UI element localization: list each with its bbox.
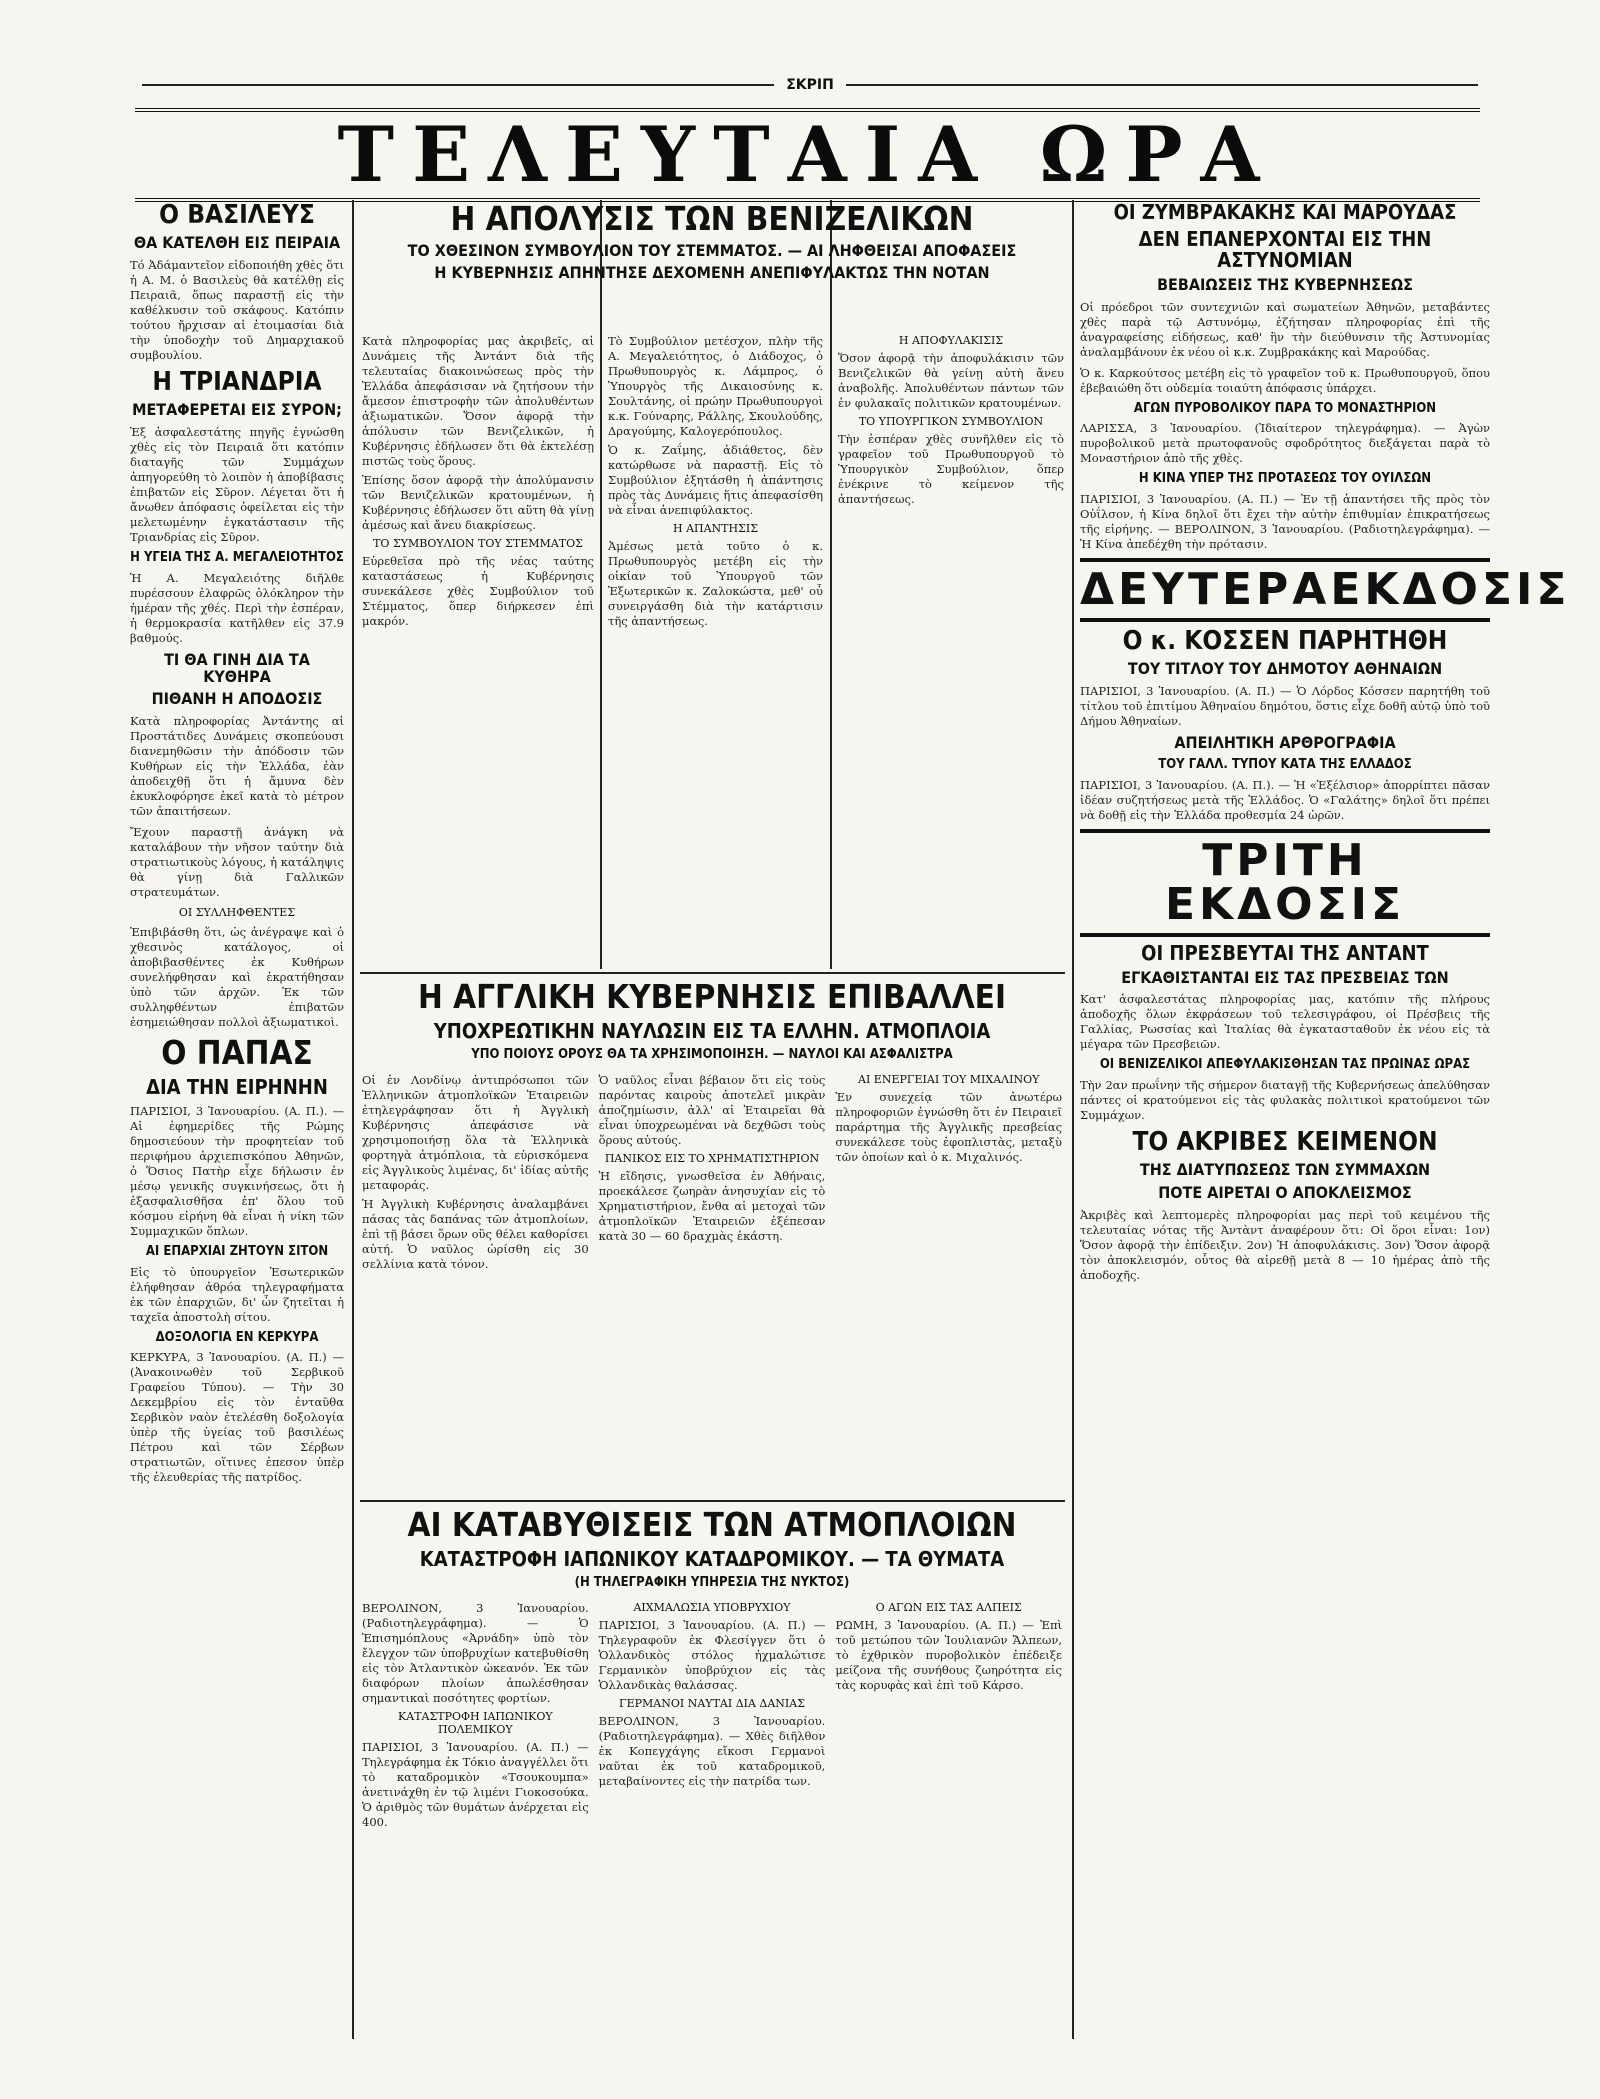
subheadline: ΤΟΥ ΤΙΤΛΟΥ ΤΟΥ ΔΗΜΟΤΟΥ ΑΘΗΝΑΙΩΝ: [1127, 659, 1443, 679]
subheadline: ΒΕΒΑΙΩΣΕΙΣ ΤΗΣ ΚΥΒΕΡΝΗΣΕΩΣ: [1157, 275, 1413, 294]
subsection-title: ΤΟ ΥΠΟΥΡΓΙΚΟΝ ΣΥΜΒΟΥΛΙΟΝ: [858, 415, 1044, 428]
headline: Η ΤΡΙΑΝΔΡΙΑ: [152, 367, 322, 398]
article-text: ΛΑΡΙΣΣΑ, 3 Ἰανουαρίου. (Ἰδιαίτερον τηλεγράφημα). — Ἀγὼν πυροβολικοῦ μετὰ πρωτοφανοῦς σφοδρότητος διεξάγεται παρὰ τὸ Μοναστήριον ἀπὸ τῆς χθὲς.: [1080, 421, 1490, 466]
subsection-title: ΚΑΤΑΣΤΡΟΦΗ ΙΑΠΩΝΙΚΟΥ ΠΟΛΕΜΙΚΟΥ: [398, 1710, 553, 1737]
sinkings-article: [362, 1505, 1063, 2043]
headline: ΑΓΩΝ ΠΥΡΟΒΟΛΙΚΟΥ ΠΑΡΑ ΤΟ ΜΟΝΑΣΤΗΡΙΟΝ: [1133, 400, 1437, 416]
subheadline: ΠΙΘΑΝΗ Η ΑΠΟΔΟΣΙΣ: [151, 689, 323, 709]
article-text: Κατ' ἀσφαλεστάτας πληροφορίας μας, κατόπιν τῆς πλήρους ἀποδοχῆς ὅλων ἐκφράσεων τοῦ τελεσιγράφου, οἱ Πρέσβεις τῆς Γαλλίας, Ρωσσίας καὶ Ἰταλίας θὰ ἐγκατασταθοῦν ἐκ νέου εἰς τὰ μέγαρα τῶν Πρεσβειῶν.: [1080, 992, 1490, 1052]
article-text: Τὴν 2αν πρωΐνην τῆς σήμερον διαταγῇ τῆς Κυβερνήσεως ἀπελύθησαν πάντες οἱ κρατούμενοι εἰς τὰς φυλακὰς πολιτικοὶ κρατούμενοι τῶν Συμμάχων.: [1080, 1078, 1490, 1123]
edition-banner: ΔΕΥΤΕΡΑΕΚΔΟΣΙΣ: [1080, 558, 1490, 622]
subheadline: ΥΠΟ ΠΟΙΟΥΣ ΟΡΟΥΣ ΘΑ ΤΑ ΧΡΗΣΙΜΟΠΟΙΗΣΗ. — ΝΑΥΛΟΙ ΚΑΙ ΑΣΦΑΛΙΣΤΡΑ: [471, 1046, 953, 1062]
headline: ΟΙ ΖΥΜΒΡΑΚΑΚΗΣ ΚΑΙ ΜΑΡΟΥΔΑΣ: [1113, 200, 1457, 224]
article-column: [362, 1069, 589, 1276]
subsection-title: Η ΑΠΑΝΤΗΣΙΣ: [672, 522, 759, 535]
headline: ΟΙ ΒΕΝΙΖΕΛΙΚΟΙ ΑΠΕΦΥΛΑΚΙΣΘΗΣΑΝ ΤΑΣ ΠΡΩΙΝΑΣ ΩΡΑΣ: [1099, 1057, 1471, 1073]
subheadline: ΕΓΚΑΘΙΣΤΑΝΤΑΙ ΕΙΣ ΤΑΣ ΠΡΕΣΒΕΙΑΣ ΤΩΝ: [1121, 967, 1449, 987]
section-rule: [360, 1500, 1065, 1502]
article-text: Ἀκριβὲς καὶ λεπτομερὲς πληροφορίαι μας περὶ τοῦ κειμένου τῆς τελευταίας νότας τῆς Ἀντὰντ ἀναφέρουν ὅτι: Οἱ ὅροι εἶναι: 1ον) Ὅσον ἀφορᾷ τὴν ἐπίδειξιν. 2ον) Ἡ ἀποφυλάκισις. 3ον) Ὅσον ἀφορᾷ τὸν ἀποκλεισμόν, οὗτος θὰ αἰρεθῇ μετὰ 8 — 10 ἡμέρας ἀπὸ τῆς ἀποδοχῆς.: [1080, 1207, 1490, 1282]
article-text: Κατὰ πληροφορίας μας ἀκριβεῖς, αἱ Δυνάμεις τῆς Ἀντάντ διὰ τῆς τελευταίας διακοινώσεως πρὸς τὴν Ἑλλάδα ἀπεφάσισαν νὰ ζητήσουν τὴν ἄμεσον ἐπιστροφὴν τῶν ἀπολυθέντων ἀξιωματικῶν. Ὅσον ἀφορᾷ τὴν ἀπόλυσιν τῶν Βενιζελικῶν, ἡ Κυβέρνησις ἐδήλωσεν ὅτι θὰ ἐκτελέσῃ πιστῶς τοὺς ὅρους.: [362, 334, 594, 468]
center-column-c: [838, 330, 1064, 965]
article-text: ΡΩΜΗ, 3 Ἰανουαρίου. (Α. Π.) — Ἐπὶ τοῦ μετώπου τῶν Ἰουλιανῶν Ἄλπεων, τὸ ἐχθρικὸν πυροβολικὸν ἐπέδειξε μείζονα τῆς συνήθους ζωηρότητα εἰς τὰς κορυφὰς καὶ ἐπὶ τοῦ Κάρσο.: [835, 1618, 1063, 1693]
center-column-a: [362, 330, 594, 965]
article-text: Κατὰ πληροφορίας Ἀντάντης αἱ Προστάτιδες Δυνάμεις σκοπεύουσι διανεμηθῶσιν τὴν ἀπόδοσιν τῶν Κυθήρων εἰς τὴν Ἑλλάδα, ἐὰν ἀποδειχθῇ ὅτι ἡ ἄμυνα δὲν ἐκυκλοφόρησε ἐκεῖ κατὰ τὸ μέτρον τῶν ἀπαιτήσεων.: [130, 714, 344, 819]
subsection-title: Ο ΑΓΩΝ ΕΙΣ ΤΑΣ ΑΛΠΕΙΣ: [875, 1601, 1022, 1615]
article-text: Ὁ κ. Καρκούτσος μετέβη εἰς τὸ γραφεῖον τοῦ κ. Πρωθυπουργοῦ, ὅπου ἐβεβαιώθη ὅτι οὐδεμία τοιαύτη ἀπόφασις ὑπάρχει.: [1080, 365, 1490, 395]
headline: ΑΠΕΙΛΗΤΙΚΗ ΑΡΘΡΟΓΡΑΦΙΑ: [1174, 733, 1396, 753]
left-column: [130, 202, 344, 2042]
article-text: Ἐπιβιβάσθη ὅτι, ὡς ἀνέγραψε καὶ ὁ χθεσινὸς κατάλογος, οἱ ἀποβιβασθέντες ἐκ Κυθήρων συνελήφθησαν καὶ ἐκρατήθησαν ὑπὸ τῶν ἀρχῶν. Ἐκ τῶν συλληφθέντων ἐπιβατῶν ἐσημειώθησαν πολλοὶ ἀξιωματικοὶ.: [130, 925, 344, 1030]
headline: Ο ΒΑΣΙΛΕΥΣ: [159, 200, 315, 230]
subheadline: ΤΟΥ ΓΑΛΛ. ΤΥΠΟΥ ΚΑΤΑ ΤΗΣ ΕΛΛΑΔΟΣ: [1158, 756, 1412, 772]
banner: [135, 108, 1480, 202]
article-text: Εἰς τὸ ὑπουργεῖον Ἐσωτερικῶν ἐλήφθησαν ἀθρόα τηλεγραφήματα ἐκ τῶν ἐπαρχιῶν, δι' ὧν ζητεῖται ἡ ταχεῖα ἀποστολὴ σίτου.: [130, 1264, 344, 1324]
article-text: Ἔχουν παραστῇ ἀνάγκη νὰ καταλάβουν τὴν νῆσον ταύτην διὰ στρατιωτικοὺς λόγους, ἡ κατάληψις θὰ γίνῃ διὰ Γαλλικῶν στρατευμάτων.: [130, 825, 344, 900]
edition-banner: ΤΡΙΤΗ ΕΚΔΟΣΙΣ: [1080, 829, 1490, 937]
headline: Η ΑΠΟΛΥΣΙΣ ΤΩΝ ΒΕΝΙΖΕΛΙΚΩΝ: [450, 199, 974, 238]
article-column: [362, 1597, 589, 1834]
headline: ΑΙ ΚΑΤΑΒΥΘΙΣΕΙΣ ΤΩΝ ΑΤΜΟΠΛΟΙΩΝ: [407, 1505, 1017, 1544]
headline: Η ΚΙΝΑ ΥΠΕΡ ΤΗΣ ΠΡΟΤΑΣΕΩΣ ΤΟΥ ΟΥΙΛΣΩΝ: [1138, 471, 1432, 487]
right-column: [1080, 200, 1571, 2042]
article-text: ΠΑΡΙΣΙΟΙ, 3 Ἰανουαρίου. (Α. Π.) — Τηλεγράφημα ἐκ Τόκιο ἀναγγέλλει ὅτι τὸ καταδρομικὸν «Τσουκουμπα» ἀνετινάχθη ἐν τῷ λιμένι Γιοκοσούκα. Ὁ ἀριθμὸς τῶν θυμάτων ἀνέρχεται εἰς 400.: [362, 1740, 589, 1830]
article-text: ΠΑΡΙΣΙΟΙ, 3 Ἰανουαρίου. (Α. Π.) — Τηλεγραφοῦν ἐκ Φλεσίγγεν ὅτι ὁ Ὁλλανδικὸς στόλος ἠχμαλώτισε Γερμανικὸν ὑποβρύχιον εἰς τὰς Ὁλλανδικὰς θαλάσσας.: [598, 1618, 826, 1693]
article-text: Εὑρεθεῖσα πρὸ τῆς νέας ταύτης καταστάσεως ἡ Κυβέρνησις συνεκάλεσε χθὲς Συμβούλιον τοῦ Στέμματος, ὅπερ διήρκεσεν ἐπὶ μακρόν.: [362, 554, 594, 628]
article-text: ΠΑΡΙΣΙΟΙ, 3 Ἰανουαρίου. (Α. Π.). — Ἡ «Ἐξέλσιορ» ἀπορρίπτει πᾶσαν ἰδέαν συζητήσεως μετὰ τῆς Ἑλλάδος. Ὁ «Γαλάτης» δηλοῖ ὅτι πρέπει νὰ δοθῇ εἰς τὴν Ἑλλάδα προθεσμία 24 ὡρῶν.: [1080, 777, 1490, 822]
column-divider: [1072, 200, 1074, 2039]
article-text: ΚΕΡΚΥΡΑ, 3 Ἰανουαρίου. (Α. Π.) — (Ἀνακοινωθὲν τοῦ Σερβικοῦ Γραφείου Τύπου). — Τὴν 30 Δεκεμβρίου εἰς τὸν ἐνταῦθα Σερβικὸν ναὸν ἐτελέσθη δοξολογία ὑπὲρ τῆς ὑγείας τοῦ βασιλέως Πέτρου καὶ τῶν Σέρβων στρατιωτῶν, οἵτινες ἐπεσον ὑπὲρ τῆς ἐλευθερίας τῆς πατρίδος.: [130, 1350, 344, 1485]
masthead: ΣΚΡΙΠ: [130, 78, 1490, 92]
headline: ΤΙ ΘΑ ΓΙΝΗ ΔΙΑ ΤΑ ΚΥΘΗΡΑ: [164, 649, 310, 686]
headline: ΔΟΞΟΛΟΓΙΑ ΕΝ ΚΕΡΚΥΡΑ: [155, 1329, 319, 1345]
article-text: Ἀμέσως μετὰ τοῦτο ὁ κ. Πρωθυπουργὸς μετέβη εἰς τὴν οἰκίαν τοῦ Ὑπουργοῦ τῶν Ἐξωτερικῶν κ. Ζαλοκώστα, μεθ' οὗ συνειργάσθη διὰ τὴν κατάρτισιν τῆς ἀπαντήσεως.: [608, 539, 823, 628]
subsection-title: Η ΑΠΟΦΥΛΑΚΙΣΙΣ: [898, 334, 1004, 347]
subheadline: ΔΕΝ ΕΠΑΝΕΡΧΟΝΤΑΙ ΕΙΣ ΤΗΝ ΑΣΤΥΝΟΜΙΑΝ: [1138, 227, 1432, 272]
section-rule: [360, 972, 1065, 974]
subsection-title: ΠΑΝΙΚΟΣ ΕΙΣ ΤΟ ΧΡΗΜΑΤΙΣΤΗΡΙΟΝ: [604, 1152, 820, 1166]
article-text: Ὁ ναῦλος εἶναι βέβαιον ὅτι εἰς τοὺς παρόντας καιροὺς ἀποτελεῖ μικρὰν ἀποζημίωσιν, ἀλλ' αἱ Ἑταιρεῖαι θὰ εἶναι ὑποχρεωμέναι νὰ δεχθῶσι τοὺς ὅρους αὐτούς.: [598, 1073, 826, 1148]
article-text: ΠΑΡΙΣΙΟΙ, 3 Ἰανουαρίου. (Α. Π.) — Ὁ Λόρδος Κόσσεν παρητήθη τοῦ τίτλου τοῦ ἐπιτίμου Ἀθηναίου δημότου, ὅστις εἶχε δοθῆ αὐτῷ ὑπὸ τοῦ Δήμου Ἀθηναίων.: [1080, 684, 1490, 729]
article-text: Ἐν συνεχείᾳ τῶν ἀνωτέρω πληροφοριῶν ἐγνώσθη ὅτι ἐν Πειραιεῖ παράρτημα τῆς Ἀγγλικῆς πρεσβείας συνεκάλεσε τοὺς ἐφοπλιστὰς, μεταξὺ τῶν ὁποίων καὶ ὁ κ. Μιχαλινός.: [835, 1090, 1063, 1165]
article-text: Ἡ Α. Μεγαλειότης διῆλθε πυρέσσουν ἐλαφρῶς ὁλόκληρον τὴν ἡμέραν τῆς χθές. Περὶ τὴν ἑσπέραν, ἡ θερμοκρασία κατῆλθεν εἰς 37.9 βαθμούς.: [130, 570, 344, 645]
article-text: Ὁ κ. Ζαΐμης, ἀδιάθετος, δὲν κατώρθωσε νὰ παραστῇ. Εἰς τὸ Συμβούλιον ἐξητάσθη ἡ ἀπάντησις πρὸς τὰς Δυνάμεις ἥτις ἀπεφασίσθη νὰ εἶναι ἀνεπιφύλακτος.: [608, 443, 823, 517]
subheadline: ΤΗΣ ΔΙΑΤΥΠΩΣΕΩΣ ΤΩΝ ΣΥΜΜΑΧΩΝ: [1139, 1160, 1431, 1180]
headline: Η ΥΓΕΙΑ ΤΗΣ Α. ΜΕΓΑΛΕΙΟΤΗΤΟΣ: [130, 550, 344, 566]
article-text: Τό Ἀδάμαντεῖον εἰδοποιήθη χθὲς ὅτι ἡ Α. Μ. ὁ Βασιλεὺς θὰ κατέλθῃ εἰς Πειραιᾶ, ὅπως παραστῇ εἰς τὴν καθέλκυσιν τοῦ σκάφους. Κατόπιν τούτου ἤρχισαν αἱ ἑτοιμασίαι διὰ τὴν ὑποδοχὴν τοῦ Δημαρχιακοῦ συμβουλίου.: [130, 258, 344, 363]
article-text: Ἡ εἴδησις, γνωσθεῖσα ἐν Ἀθήναις, προεκάλεσε ζωηρὰν ἀνησυχίαν εἰς τὸ Χρηματιστήριον, ἔνθα αἱ μετοχαὶ τῶν ἀτμοπλοϊκῶν Ἑταιρειῶν ἐξέπεσαν κατὰ 30 — 60 δραχμὰς ἑκάστη.: [598, 1169, 826, 1244]
subheadline: ΥΠΟΧΡΕΩΤΙΚΗΝ ΝΑΥΛΩΣΙΝ ΕΙΣ ΤΑ ΕΛΛΗΝ. ΑΤΜΟΠΛΟΙΑ: [433, 1018, 991, 1043]
article-text: Τὴν ἑσπέραν χθὲς συνῆλθεν εἰς τὸ γραφεῖον τοῦ Πρωθυπουργοῦ τὸ Ὑπουργικὸν Συμβούλιον, ὅπερ ἐνέκρινε τὸ κείμενον τῆς ἀπαντήσεως.: [838, 432, 1064, 506]
article-text: Ἐπίσης ὅσον ἀφορᾷ τὴν ἀπολύμανσιν τῶν Βενιζελικῶν κρατουμένων, ἡ Κυβέρνησις ἐδήλωσεν ὅτι αὕτη θὰ γίνῃ ἀμέσως καὶ ἄνευ διακρίσεως.: [362, 473, 594, 532]
subheadline: ΤΟ ΧΘΕΣΙΝΟΝ ΣΥΜΒΟΥΛΙΟΝ ΤΟΥ ΣΤΕΜΜΑΤΟΣ. — ΑΙ ΛΗΦΘΕΙΣΑΙ ΑΠΟΦΑΣΕΙΣ: [407, 240, 1017, 260]
subsection-title: ΑΙ ΕΝΕΡΓΕΙΑΙ ΤΟΥ ΜΙΧΑΛΙΝΟΥ: [858, 1073, 1040, 1087]
headline: ΟΙ ΠΡΕΣΒΕΥΤΑΙ ΤΗΣ ΑΝΤΑΝΤ: [1141, 940, 1429, 965]
headline: Ο κ. ΚΟΣΣΕΝ ΠΑΡΗΤΗΘΗ: [1122, 626, 1448, 657]
subheadline: ΜΕΤΑΦΕΡΕΤΑΙ ΕΙΣ ΣΥΡΟΝ;: [132, 400, 342, 420]
article-columns: [362, 1069, 1062, 1276]
article-text: Ἐξ ἀσφαλεστάτης πηγῆς ἐγνώσθη χθὲς εἰς τὸν Πειραιᾶ ὅτι κατόπιν διαταγῆς τῶν Συμμάχων ἀπηγορεύθη τὸ λοιπὸν ἡ ἀποβίβασις ἐπιβατῶν εἰς Σῦρον. Λέγεται ὅτι ἡ ἄνωθεν ἀπόφασις ὀφείλεται εἰς τὴν μελετωμένην ἐγκατάστασιν τῆς Τριανδρίας εἰς Σῦρον.: [130, 425, 344, 545]
article-column: [599, 1069, 826, 1276]
shipping-article: [362, 977, 1063, 1493]
subheadline: Η ΚΥΒΕΡΝΗΣΙΣ ΑΠΗΝΤΗΣΕ ΔΕΧΟΜΕΝΗ ΑΝΕΠΙΦΥΛΑΚΤΩΣ ΤΗΝ ΝΟΤΑΝ: [434, 263, 990, 283]
subsection-title: ΤΟ ΣΥΜΒΟΥΛΙΟΝ ΤΟΥ ΣΤΕΜΜΑΤΟΣ: [373, 537, 583, 550]
subheadline: ΚΑΤΑΣΤΡΟΦΗ ΙΑΠΩΝΙΚΟΥ ΚΑΤΑΔΡΟΜΙΚΟΥ. — ΤΑ ΘΥΜΑΤΑ: [419, 1546, 1005, 1571]
banner-title: ΤΕΛΕΥΤΑΙΑ ΩΡΑ: [337, 110, 1278, 199]
article-text: ΠΑΡΙΣΙΟΙ, 3 Ἰανουαρίου. (Α. Π.) — Ἐν τῇ ἀπαντήσει τῆς πρὸς τὸν Οὐΐλσον, ἡ Κίνα δηλοῖ ὅτι ἔχει τὴν αὐτὴν ἐπιθυμίαν ἐπικρατήσεως τῆς εἰρήνης. — ΒΕΡΟΛΙΝΟΝ, 3 Ἰανουαρίου. (Ραδιοτηλεγράφημα). — Ἡ Κίνα ἀπεδέχθη τὴν πρότασιν.: [1080, 492, 1490, 552]
subheadline: (Η ΤΗΛΕΓΡΑΦΙΚΗ ΥΠΗΡΕΣΙΑ ΤΗΣ ΝΥΚΤΟΣ): [574, 1574, 850, 1590]
headline: Η ΑΓΓΛΙΚΗ ΚΥΒΕΡΝΗΣΙΣ ΕΠΙΒΑΛΛΕΙ: [417, 977, 1007, 1016]
headline: ΤΟ ΑΚΡΙΒΕΣ ΚΕΙΜΕΝΟΝ: [1132, 1127, 1438, 1158]
subsection-title: ΓΕΡΜΑΝΟΙ ΝΑΥΤΑΙ ΔΙΑ ΔΑΝΙΑΣ: [618, 1697, 806, 1711]
article-columns: [362, 1597, 1062, 1834]
article-text: Ἡ Ἀγγλικὴ Κυβέρνησις ἀναλαμβάνει πάσας τὰς δαπάνας τῶν ἀτμοπλοίων, ἐπὶ τῇ βάσει ὅρων οὓς θέλει καθορίσει αὐτή. Ὁ ναῦλος ὡρίσθη εἰς 30 σελλίνια κατὰ τόνον.: [362, 1197, 589, 1272]
subheadline: ΠΟΤΕ ΑΙΡΕΤΑΙ Ο ΑΠΟΚΛΕΙΣΜΟΣ: [1158, 1183, 1412, 1203]
article-column: [599, 1597, 826, 1834]
center-column-b: [608, 330, 823, 965]
article-text: Οἱ πρόεδροι τῶν συντεχνιῶν καὶ σωματείων Ἀθηνῶν, μεταβάντες χθὲς παρὰ τῷ Αστυνόμῳ, ἐζήτησαν πληροφορίας ἐπὶ τῆς ἀναγραφείσης εἰδήσεως, καθ' ἣν τὴν διεύθυνσιν τῆς Ἀστυνομίας ἀναλαμβάνουν ἐκ νέου οἱ κ.κ. Ζυμβρακάκης καὶ Μαρούδας.: [1080, 299, 1490, 359]
article-text: ΒΕΡΟΛΙΝΟΝ, 3 Ἰανουαρίου. (Ραδιοτηλεγράφημα). — Χθὲς διῆλθον ἐκ Κοπεγχάγης εἴκοσι Γερμανοὶ ναῦται ἐκ τοῦ καταδρομικοῦ, μεταβαίνοντες εἰς τὴν πατρίδα των.: [598, 1714, 826, 1789]
subsection-title: ΑΙΧΜΑΛΩΣΙΑ ΥΠΟΒΡΥΧΙΟΥ: [633, 1601, 791, 1615]
article-text: Τὸ Συμβούλιον μετέσχον, πλὴν τῆς Α. Μεγαλειότητος, ὁ Διάδοχος, ὁ Πρωθυπουργὸς κ. Λάμπρος, ὁ Ὑπουργὸς τῆς Δικαιοσύνης κ. Σουλτάνης, οἱ πρώην Πρωθυπουργοὶ κ.κ. Γούναρης, Ράλλης, Σκουλούδης, Δραγούμης, Καλογερόπουλος.: [608, 334, 823, 438]
headline: ΑΙ ΕΠΑΡΧΙΑΙ ΖΗΤΟΥΝ ΣΙΤΟΝ: [145, 1243, 329, 1259]
center-header: [362, 199, 1062, 322]
subheadline: ΔΙΑ ΤΗΝ ΕΙΡΗΝΗΝ: [146, 1074, 328, 1099]
headline: Ο ΠΑΠΑΣ: [161, 1033, 313, 1073]
subsection-title: ΟΙ ΣΥΛΛΗΦΘΕΝΤΕΣ: [178, 906, 296, 920]
article-text: Ὅσον ἀφορᾷ τὴν ἀποφυλάκισιν τῶν Βενιζελικῶν θὰ γείνῃ αὐτὴ ἄνευ ἀναβολῆς. Ἀπολυθέντων πάντων τῶν ἐν φυλακαῖς πολιτικῶν κρατουμένων.: [838, 351, 1064, 410]
article-column: [835, 1597, 1062, 1834]
article-text: ΒΕΡΟΛΙΝΟΝ, 3 Ἰανουαρίου. (Ραδιοτηλεγράφημα). — Ὁ Ἐπισημόπλους «Ἀρνάδη» ὑπὸ τὸν ἔλεγχον τῶν ὑποβρυχίων κατεβυθίσθη εἰς τὸν Ἀτλαντικὸν ὠκεανόν. Ἐκ τῶν διαφόρων πλοίων ἀπωλέσθησαν σημαντικαὶ ποσότητες φορτίων.: [362, 1601, 589, 1706]
article-text: Οἱ ἐν Λονδίνῳ ἀντιπρόσωποι τῶν Ἑλληνικῶν ἀτμοπλοϊκῶν Ἑταιρειῶν ἐτηλεγράφησαν ὅτι ἡ Ἀγγλικὴ Κυβέρνησις ἀπεφάσισε νὰ χρησιμοποιήσῃ ὅλα τὰ Ἑλληνικὰ φορτηγὰ ἀτμόπλοια, τὰ εὑρισκόμενα εἰς Ἀγγλικοὺς λιμένας, δι' ἰδίας αὐτῆς μεταφοράς.: [362, 1073, 589, 1193]
subheadline: ΘΑ ΚΑΤΕΛΘΗ ΕΙΣ ΠΕΙΡΑΙΑ: [133, 233, 341, 253]
column-divider: [352, 200, 354, 2039]
article-column: [835, 1069, 1062, 1276]
article-text: ΠΑΡΙΣΙΟΙ, 3 Ἰανουαρίου. (Α. Π.). — Αἱ ἐφημερίδες τῆς Ρώμης δημοσιεύουν τὴν προφητείαν τοῦ περιφήμου ἀρχιεπισκόπου Ἀθηνῶν, ὁ Ὅσιος Πατὴρ εἶχε δήλωσιν ἐν μέσῳ γενικῆς συγκινήσεως, ὅτι ἡ ἐξασφαλισθῆσα ἐπ' ὅλου τοῦ κόσμου εἰρήνη θὰ εἶναι ἡ νίκη τῶν Συμμαχικῶν ὅπλων.: [130, 1103, 344, 1238]
